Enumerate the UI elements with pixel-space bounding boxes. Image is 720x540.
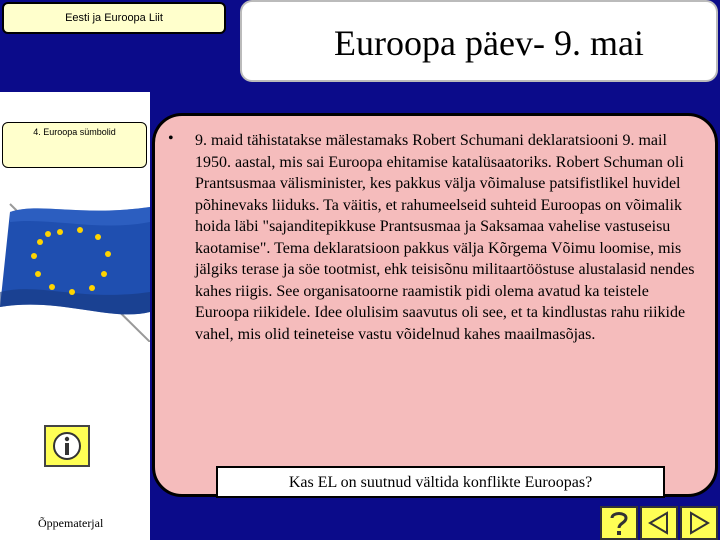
triangle-right-icon	[687, 511, 711, 535]
body-text: 9. maid tähistatakse mälestamaks Robert Schumani deklaratsiooni 9. mail 1950. aastal, mis sai Euroopa ehitamise katalüsaatoriks. Robert Schuman oli Prantsusmaa välisminister, kes pakkus välja võimaluse patsifistlikel huvidel põhinevaks liiduks. Ta väitis, et rahumeelseid suhteid Euroopas on võimalik hoida läbi "sajanditepikkuse Prantsusmaa ja Saksamaa vahelise vastuseisu kaotamise". Tema deklaratsioon pakkus välja Kõrgema Võimu loomise, mis jälgiks terase ja söe tootmist, ehk teisisõnu militaartööstuse alustalasid nendes kahes riigis. See organisatoorne raamistik pidi olema avatud ka teistele Euroopa riikidele. Idee olulisim saavutus oli see, et ta kindlustas rahu riikide vahel, mis olid teineteise vastu võidelnud kahes maailmasõjas.	[195, 132, 695, 343]
bullet-marker: •	[168, 130, 174, 147]
question-box: Kas EL on suutnud vältida konflikte Euroopas?	[216, 466, 665, 498]
back-button[interactable]	[640, 506, 678, 540]
question-mark-icon	[607, 509, 631, 537]
triangle-left-icon	[647, 511, 671, 535]
help-button[interactable]	[600, 506, 638, 540]
title-box	[240, 0, 718, 82]
info-icon	[53, 431, 81, 461]
page-title: Euroopa päev- 9. mai	[334, 23, 644, 63]
course-tag: Eesti ja Euroopa Liit	[2, 2, 226, 34]
footer-label: Õppematerjal	[38, 516, 104, 530]
info-button[interactable]	[44, 425, 90, 467]
forward-button[interactable]	[680, 506, 718, 540]
eu-flag-icon	[0, 192, 150, 342]
sidebar	[0, 92, 150, 540]
section-label: 4. Euroopa sümbolid	[2, 122, 147, 168]
